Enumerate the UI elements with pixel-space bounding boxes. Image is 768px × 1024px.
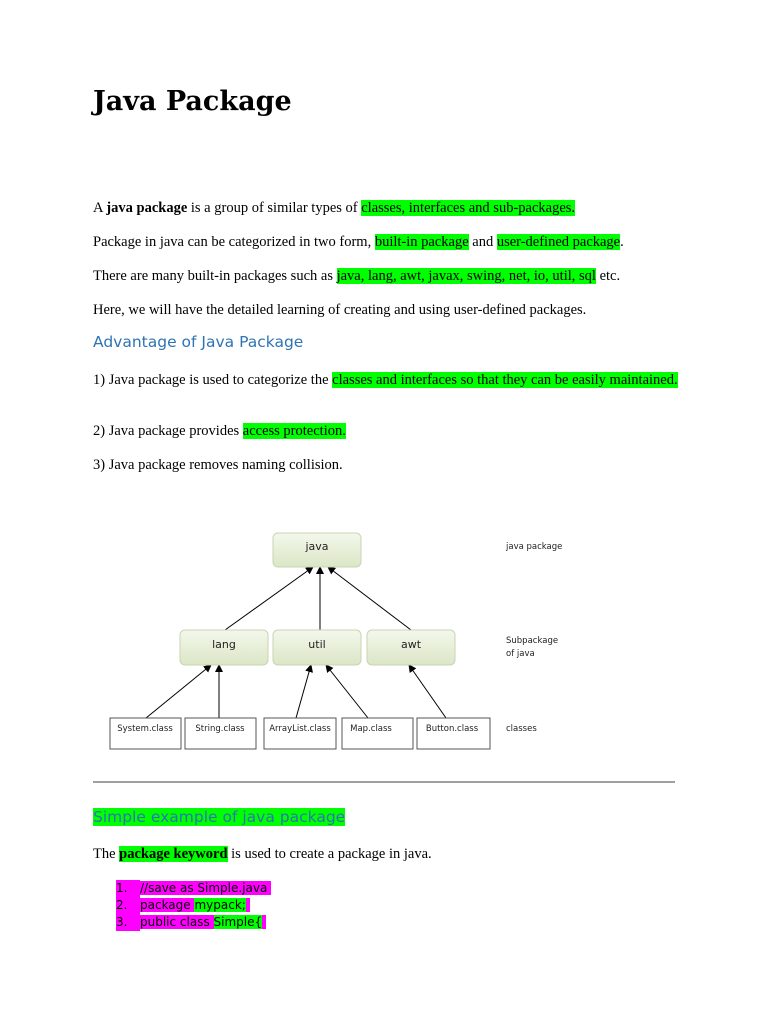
text-run: A [93, 200, 107, 216]
advantage-heading: Advantage of Java Package [93, 333, 304, 351]
node-system-class-label: System.class [117, 724, 173, 734]
text-run: and [468, 234, 497, 250]
text-run: etc. [595, 268, 621, 284]
label-subpackage: Subpackage [506, 636, 559, 646]
code-line [116, 880, 271, 897]
code-text-highlighted: Simple{ [213, 915, 263, 929]
page-title: Java Package [93, 86, 292, 117]
text-run: 2) Java package provides [93, 423, 243, 439]
advantage-item-2 [93, 423, 683, 440]
text-run: 1) Java package is used to categorize the [93, 372, 333, 388]
text-run: is a group of similar types of [187, 200, 362, 216]
highlighted-text: user-defined package [496, 234, 621, 250]
text-run: . [620, 234, 624, 250]
text-run: There are many built-in packages such as [93, 268, 337, 284]
code-listing [116, 880, 271, 931]
code-text: //save as Simple.java [140, 881, 268, 895]
details-paragraph: Here, we will have the detailed learning of creating and using user-defined packages. [93, 302, 587, 318]
text-run: is used to create a package in java. [227, 846, 432, 862]
text-run: The [93, 846, 120, 862]
highlighted-text: classes and interfaces so that they can be easily maintained. [332, 372, 678, 388]
label-java-package: java package [506, 542, 563, 552]
arrow-lang-to-java [225, 567, 313, 630]
node-button-class-label: Button.class [425, 724, 479, 734]
node-string-class-label: String.class [195, 724, 245, 734]
code-text: public class [140, 915, 214, 929]
intro-paragraph [93, 200, 683, 217]
arrow-button-to-awt [409, 665, 446, 718]
arrow-awt-to-java [328, 567, 411, 630]
highlighted-text: access protection. [242, 423, 346, 439]
node-lang-label: lang [212, 638, 236, 651]
node-awt-label: awt [400, 638, 422, 651]
label-classes: classes [506, 724, 537, 734]
code-text-highlighted: mypack; [194, 898, 246, 912]
line-number: 2. [116, 897, 140, 914]
package-keyword-paragraph [93, 846, 683, 863]
advantage-item-1 [93, 372, 683, 389]
bold-highlighted-term: package keyword [119, 846, 228, 862]
bold-term: java package [106, 200, 188, 216]
node-util-label: util [308, 638, 326, 651]
arrow-map-to-util [326, 665, 368, 718]
package-hierarchy-diagram [106, 527, 576, 757]
categories-paragraph [93, 234, 683, 251]
advantage-item-3: 3) Java package removes naming collision. [93, 457, 343, 473]
node-java-label: java [305, 540, 329, 553]
line-number: 1. [116, 880, 140, 897]
line-number: 3. [116, 914, 140, 931]
arrow-arraylist-to-util [296, 665, 311, 718]
horizontal-divider [93, 781, 675, 783]
node-map-class-label: Map.class [350, 724, 392, 734]
arrow-system-to-lang [146, 665, 211, 718]
example-heading: Simple example of java package [93, 808, 346, 826]
code-line [116, 897, 271, 914]
code-line [116, 914, 271, 931]
highlighted-text: java, lang, awt, javax, swing, net, io, util, sql [336, 268, 596, 284]
highlighted-text: built-in package [374, 234, 469, 250]
builtin-paragraph [93, 268, 683, 285]
label-of-java: of java [506, 649, 535, 659]
code-text: package [140, 898, 195, 912]
highlighted-text: classes, interfaces and sub-packages. [361, 200, 576, 216]
node-arraylist-class-label: ArrayList.class [269, 724, 331, 734]
text-run: Package in java can be categorized in two form, [93, 234, 375, 250]
